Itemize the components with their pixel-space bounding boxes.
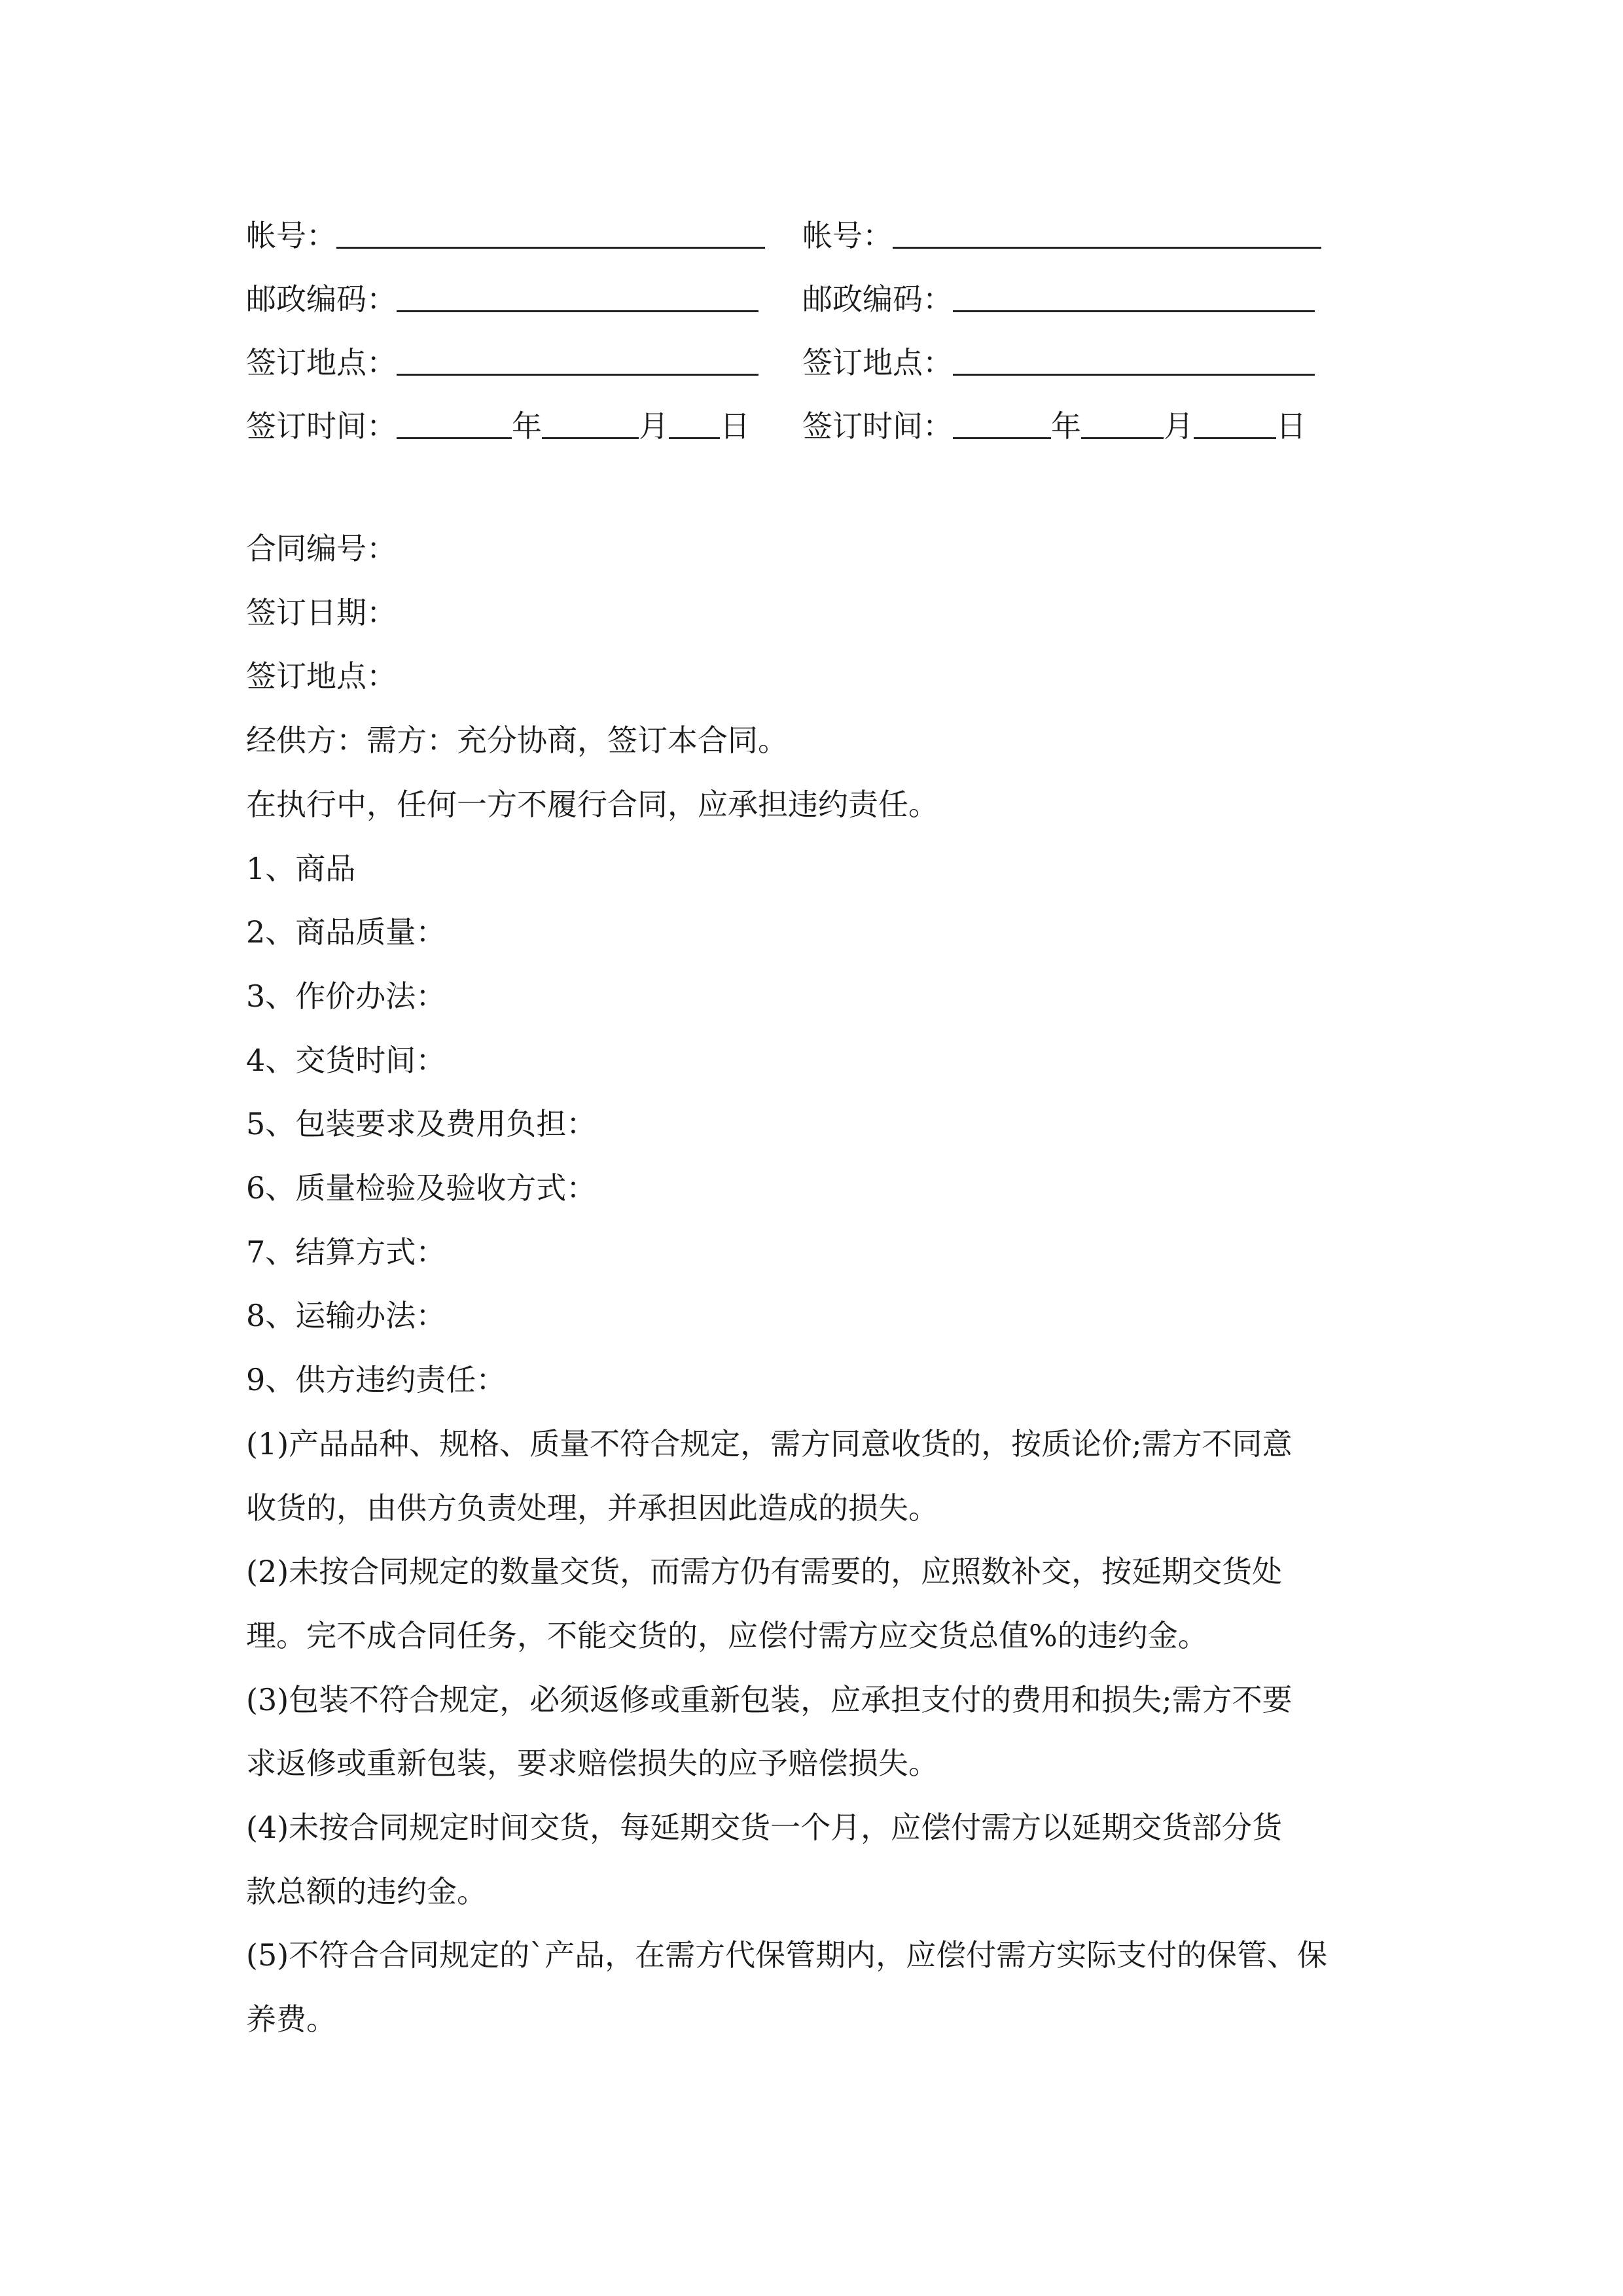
month-unit: 月 (1164, 408, 1194, 444)
clause-item: 5、包装要求及费用负担： (246, 1106, 597, 1142)
signing-time-row (246, 393, 1398, 446)
account-blank[interactable] (893, 214, 1321, 249)
year-blank[interactable] (953, 404, 1051, 439)
liability-line: 求返修或重新包装，要求赔偿损失的应予赔偿损失。 (246, 1746, 938, 1782)
day-unit: 日 (720, 408, 750, 444)
clause-item: 7、结算方式： (246, 1234, 446, 1270)
year-unit: 年 (1051, 408, 1081, 444)
buyer-place-field (802, 330, 1326, 382)
year-blank[interactable] (397, 404, 512, 439)
buyer-postal-field (802, 266, 1326, 319)
signing-date-label: 签订日期： (246, 594, 397, 630)
clause-item: 8、运输办法： (246, 1298, 446, 1334)
account-blank[interactable] (336, 214, 765, 249)
liability-line: 收货的，由供方负责处理，并承担因此造成的损失。 (246, 1490, 938, 1526)
place-row (246, 330, 1398, 382)
account-label: 帐号： (246, 218, 336, 253)
signing-place-label: 签订地点： (246, 658, 397, 694)
liability-line: 款总额的违约金。 (246, 1873, 487, 1909)
day-blank[interactable] (1194, 404, 1276, 439)
contract-intro: 经供方：需方：充分协商，签订本合同。 (246, 723, 788, 759)
place-blank[interactable] (953, 341, 1315, 376)
postal-label: 邮政编码： (246, 281, 397, 317)
clause-item: 9、供方违约责任： (246, 1362, 507, 1398)
clause-item: 3、作价办法： (246, 978, 446, 1014)
postal-blank[interactable] (953, 278, 1315, 312)
contract-body (246, 517, 1385, 2052)
contract-number-label: 合同编号： (246, 531, 397, 566)
month-blank[interactable] (542, 404, 639, 439)
buyer-account-field (802, 203, 1326, 255)
liability-line: 养费。 (246, 2001, 336, 2037)
account-label: 帐号： (802, 218, 893, 253)
liability-line: (4)未按合同规定时间交货，每延期交货一个月，应偿付需方以延期交货部分货 (246, 1810, 1283, 1846)
breach-general: 在执行中，任何一方不履行合同，应承担违约责任。 (246, 786, 938, 822)
postal-blank[interactable] (397, 278, 758, 312)
time-label: 签订时间： (246, 408, 397, 444)
liability-line: (5)不符合合同规定的`产品，在需方代保管期内，应偿付需方实际支付的保管、保 (246, 1937, 1328, 1973)
liability-line: (2)未按合同规定的数量交货，而需方仍有需要的，应照数补交，按延期交货处 (246, 1554, 1283, 1590)
supplier-postal-field (246, 266, 770, 319)
supplier-place-field (246, 330, 770, 382)
time-label: 签订时间： (802, 408, 953, 444)
liability-line: (1)产品品种、规格、质量不符合规定，需方同意收货的，按质论价;需方不同意 (246, 1426, 1293, 1462)
clause-item: 6、质量检验及验收方式： (246, 1170, 597, 1206)
supplier-time-field (246, 393, 770, 446)
liability-line: (3)包装不符合规定，必须返修或重新包装，应承担支付的费用和损失;需方不要 (246, 1681, 1293, 1717)
place-blank[interactable] (397, 341, 758, 376)
account-row (246, 203, 1398, 255)
clause-item: 2、商品质量： (246, 914, 446, 950)
clause-item: 1、商品 (246, 850, 356, 886)
supplier-account-field (246, 203, 770, 255)
clause-item: 4、交货时间： (246, 1042, 446, 1078)
postal-label: 邮政编码： (802, 281, 953, 317)
place-label: 签订地点： (802, 345, 953, 380)
year-unit: 年 (512, 408, 542, 444)
liability-line: 理。完不成合同任务，不能交货的，应偿付需方应交货总值%的违约金。 (246, 1617, 1208, 1653)
day-blank[interactable] (669, 404, 720, 439)
buyer-time-field (802, 393, 1326, 446)
month-blank[interactable] (1081, 404, 1164, 439)
place-label: 签订地点： (246, 345, 397, 380)
postal-row (246, 266, 1398, 319)
day-unit: 日 (1276, 408, 1306, 444)
month-unit: 月 (639, 408, 669, 444)
